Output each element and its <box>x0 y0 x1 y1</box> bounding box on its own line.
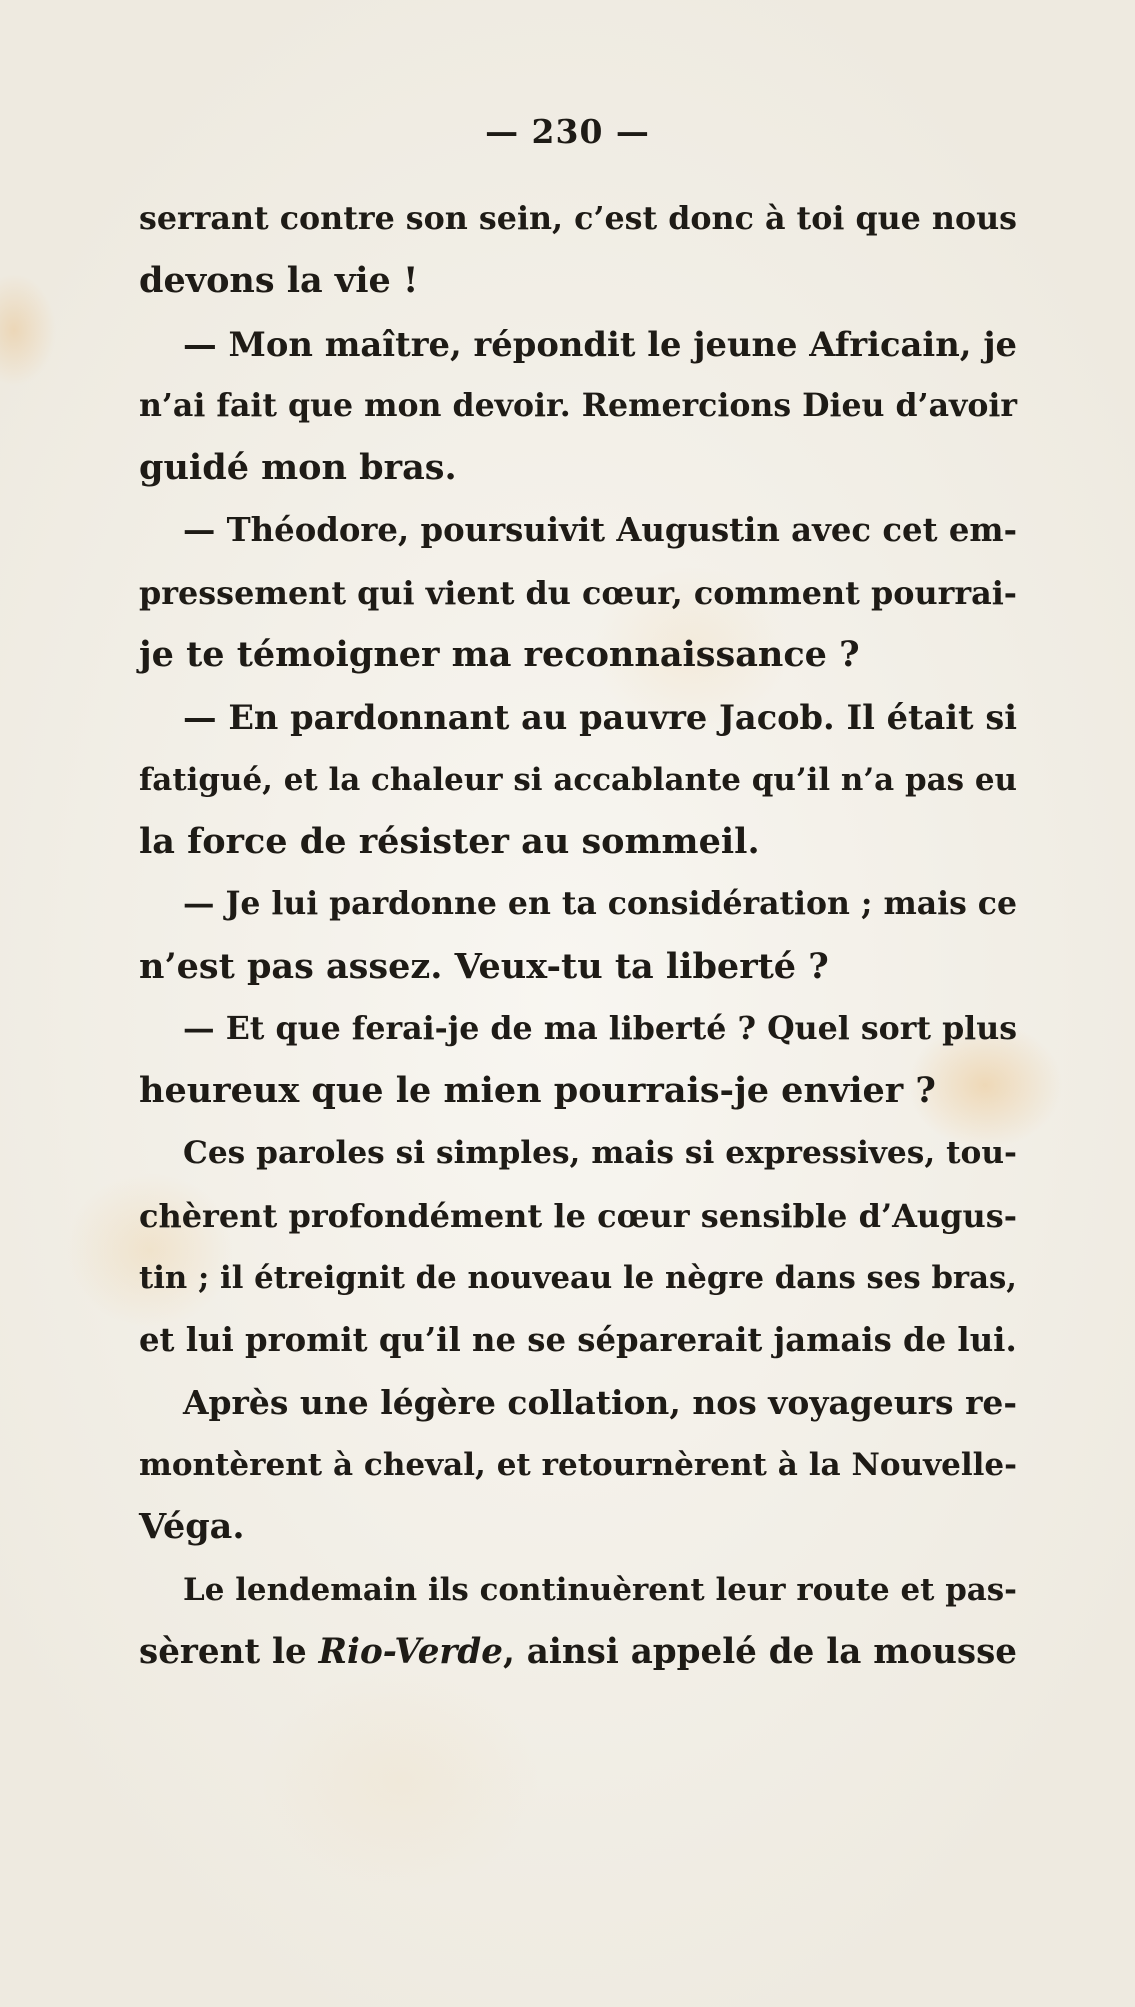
text-line: — En pardonnant au pauvre Jacob. Il était si <box>183 697 1017 738</box>
text-line: fatigué, et la chaleur si accablante qu’il n’a pas eu <box>139 761 1017 798</box>
text-line: la force de résister au sommeil. <box>139 820 760 862</box>
text-line: — Théodore, poursuivit Augustin avec cet em- <box>183 511 1017 550</box>
body-text <box>139 188 1017 1683</box>
text-line: — Je lui pardonne en ta considération ; mais ce <box>183 885 1017 923</box>
text-line: — Mon maître, répondit le jeune Africain, je <box>183 323 1017 364</box>
text-line: je te témoigner ma reconnaissance ? <box>139 634 860 676</box>
text-line: n’est pas assez. Veux-tu ta liberté ? <box>139 945 829 987</box>
text-line: Le lendemain ils continuèrent leur route et pas- <box>183 1571 1017 1608</box>
text-line: chèrent profondément le cœur sensible d’Augus- <box>139 1196 1017 1235</box>
text-line: serrant contre son sein, c’est donc à toi que nous <box>139 200 1017 237</box>
text-line: et lui promit qu’il ne se séparerait jamais de lui. <box>139 1321 1017 1360</box>
place-name-rio-verde: Rio-Verde <box>318 1631 503 1672</box>
text-line: devons la vie ! <box>139 260 419 302</box>
text-line: guidé mon bras. <box>139 447 457 489</box>
last-line-after: , ainsi appelé de la mousse <box>502 1631 1017 1672</box>
text-line: Ces paroles si simples, mais si expressives, tou- <box>183 1135 1017 1172</box>
text-line: n’ai fait que mon devoir. Remercions Dieu d’avoir <box>139 386 1017 424</box>
text-line: tin ; il étreignit de nouveau le nègre dans ses bras, <box>139 1260 1017 1297</box>
text-line: heureux que le mien pourrais-je envier ? <box>139 1070 936 1112</box>
text-line: — Et que ferai-je de ma liberté ? Quel sort plus <box>183 1009 1017 1047</box>
text-line-last <box>139 1621 1017 1683</box>
text-line: pressement qui vient du cœur, comment pourrai- <box>139 573 1017 612</box>
page-number: — 230 — <box>485 112 650 151</box>
last-line-before: sèrent le <box>139 1631 319 1672</box>
text-line: Après une légère collation, nos voyageurs re- <box>183 1382 1017 1422</box>
text-line: montèrent à cheval, et retournèrent à la Nouvelle- <box>139 1446 1017 1483</box>
text-line: Véga. <box>139 1506 245 1548</box>
